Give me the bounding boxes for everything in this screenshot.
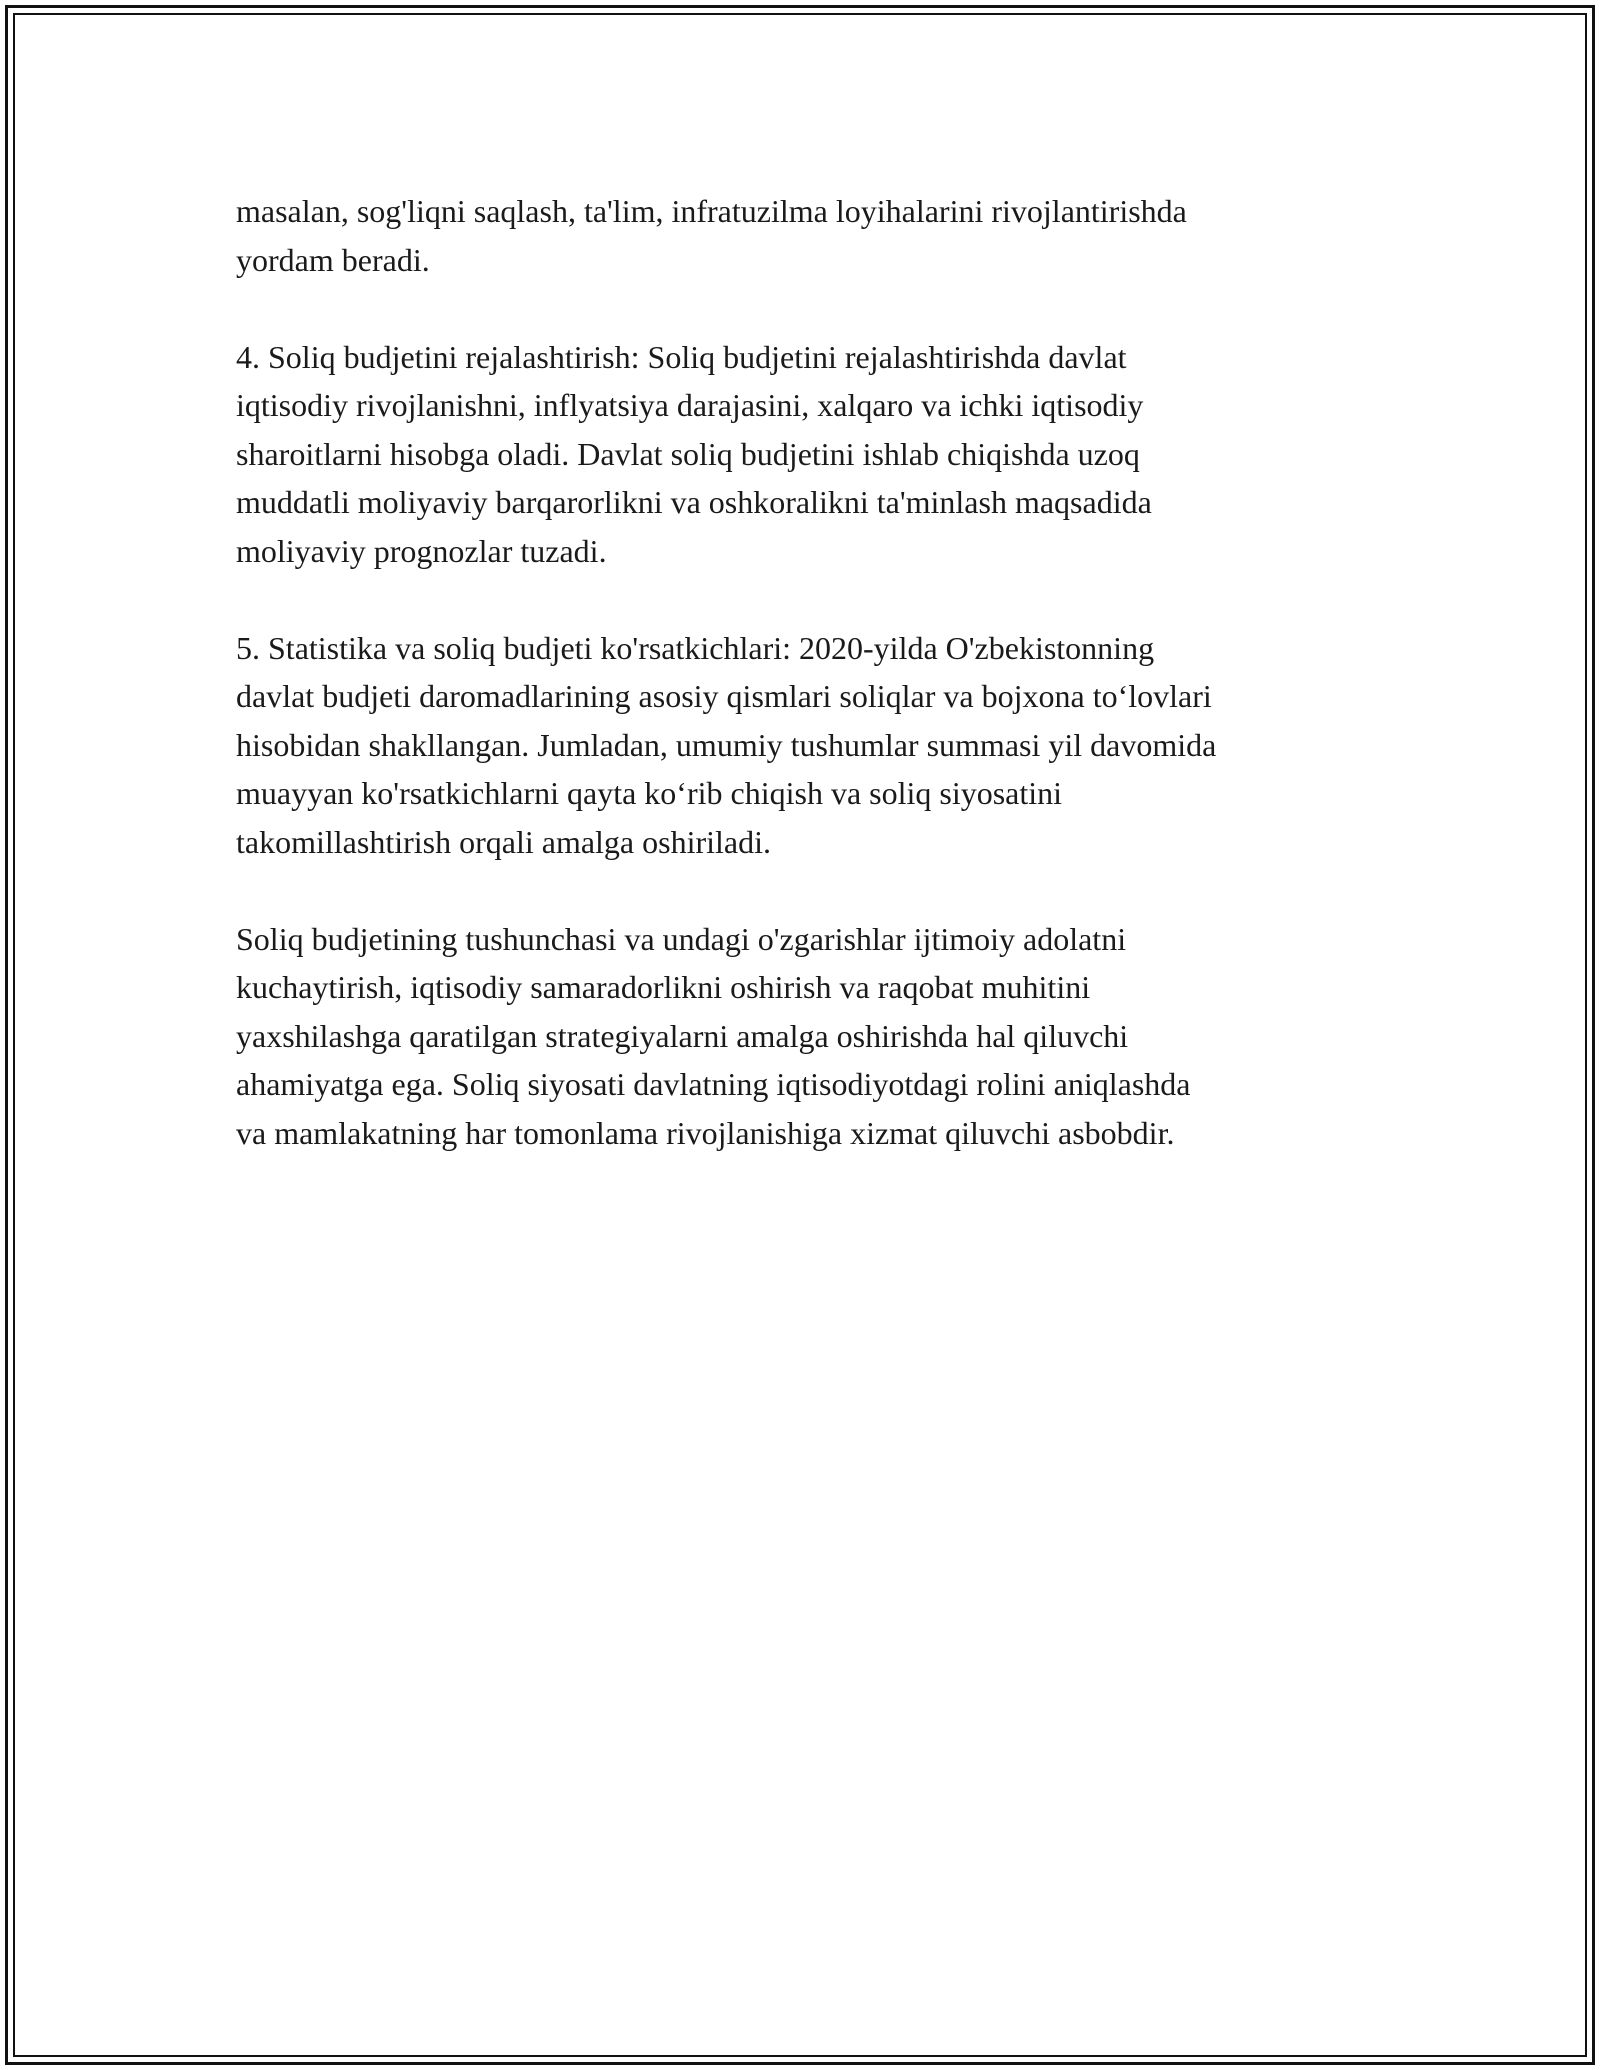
text-line: takomillashtirish orqali amalga oshiriladi. xyxy=(236,823,771,860)
text-line: 5. Statistika va soliq budjeti ko'rsatkichlari: 2020-yilda O'zbekistonning xyxy=(236,629,1155,666)
text-line: masalan, sog'liqni saqlash, ta'lim, infratuzilma loyihalarini rivojlantirishda xyxy=(236,193,1187,229)
text-line: yordam beradi. xyxy=(236,241,430,278)
text-line: kuchaytirish, iqtisodiy samaradorlikni oshirish va raqobat muhitini xyxy=(236,969,1091,1005)
text-line: hisobidan shakllangan. Jumladan, umumiy tushumlar summasi yil davomida xyxy=(236,726,1217,763)
text-line: iqtisodiy rivojlanishni, inflyatsiya darajasini, xalqaro va ichki iqtisodiy xyxy=(236,387,1144,423)
text-line: muayyan ko'rsatkichlarni qayta ko‘rib chiqish va soliq siyosatini xyxy=(236,775,1063,811)
document-body xyxy=(236,187,1386,1206)
text-line: 4. Soliq budjetini rejalashtirish: Soliq budjetini rejalashtirishda davlat xyxy=(236,338,1127,375)
text-line: Soliq budjetining tushunchasi va undagi o'zgarishlar ijtimoiy adolatni xyxy=(236,920,1127,957)
text-line: ahamiyatga ega. Soliq siyosati davlatning iqtisodiyotdagi rolini aniqlashda xyxy=(236,1066,1191,1102)
paragraph-tax-budget-planning xyxy=(236,333,1386,576)
paragraph-continuation xyxy=(236,187,1386,284)
text-line: yaxshilashga qaratilgan strategiyalarni amalga oshirishda hal qiluvchi xyxy=(236,1017,1129,1054)
text-line: davlat budjeti daromadlarining asosiy qismlari soliqlar va bojxona to‘lovlari xyxy=(236,678,1212,714)
paragraph-statistics-indicators xyxy=(236,624,1386,867)
text-line: moliyaviy prognozlar tuzadi. xyxy=(236,532,607,569)
text-line: muddatli moliyaviy barqarorlikni va oshkoralikni ta'minlash maqsadida xyxy=(236,484,1152,520)
text-line: sharoitlarni hisobga oladi. Davlat soliq budjetini ishlab chiqishda uzoq xyxy=(236,435,1140,472)
paragraph-conclusion xyxy=(236,915,1386,1158)
text-line: va mamlakatning har tomonlama rivojlanishiga xizmat qiluvchi asbobdir. xyxy=(236,1114,1175,1151)
